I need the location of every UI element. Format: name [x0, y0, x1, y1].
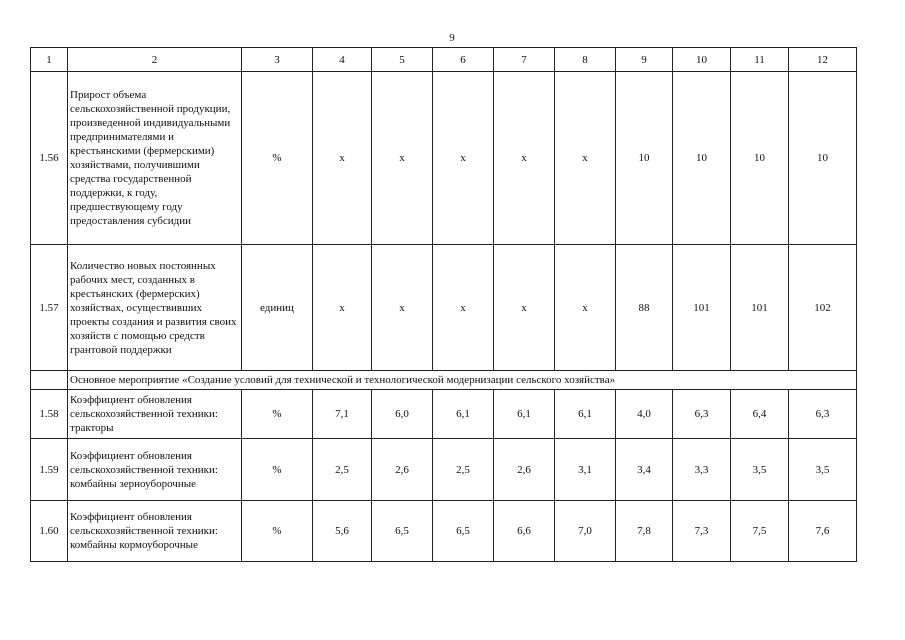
row-number: 1.59 — [31, 439, 68, 501]
value-cell: 10 — [789, 72, 857, 245]
value-cell: 88 — [616, 245, 673, 371]
header-cell: 12 — [789, 48, 857, 72]
value-cell: 102 — [789, 245, 857, 371]
table-row — [31, 245, 857, 371]
row-number: 1.57 — [31, 245, 68, 371]
value-cell: 6,1 — [555, 390, 616, 439]
header-cell: 9 — [616, 48, 673, 72]
value-cell: 6,5 — [372, 501, 433, 562]
table-row — [31, 501, 857, 562]
value-cell: 2,6 — [372, 439, 433, 501]
value-cell: х — [372, 245, 433, 371]
header-cell: 1 — [31, 48, 68, 72]
value-cell: 101 — [673, 245, 731, 371]
value-cell: 6,3 — [789, 390, 857, 439]
header-cell: 2 — [68, 48, 242, 72]
value-cell: 6,1 — [494, 390, 555, 439]
unit-cell: % — [242, 72, 313, 245]
row-number: 1.58 — [31, 390, 68, 439]
value-cell: х — [555, 72, 616, 245]
value-cell: х — [372, 72, 433, 245]
value-cell: 7,6 — [789, 501, 857, 562]
indicator-name: Коэффициент обновления сельскохозяйственной техники: комбайны зерноуборочные — [68, 439, 242, 501]
header-cell: 6 — [433, 48, 494, 72]
indicators-table — [30, 47, 857, 562]
header-cell: 4 — [313, 48, 372, 72]
indicator-name: Коэффициент обновления сельскохозяйственной техники: комбайны кормоуборочные — [68, 501, 242, 562]
value-cell: 7,0 — [555, 501, 616, 562]
table-row — [31, 390, 857, 439]
value-cell: 2,5 — [433, 439, 494, 501]
value-cell: 6,5 — [433, 501, 494, 562]
value-cell: 2,5 — [313, 439, 372, 501]
value-cell: 10 — [731, 72, 789, 245]
section-title: Основное мероприятие «Создание условий для технической и технологической модернизации сельского хозяйства» — [68, 371, 857, 390]
table-row — [31, 72, 857, 245]
value-cell: 6,6 — [494, 501, 555, 562]
header-cell: 5 — [372, 48, 433, 72]
unit-cell: единиц — [242, 245, 313, 371]
page-number: 9 — [449, 32, 455, 44]
unit-cell: % — [242, 390, 313, 439]
value-cell: х — [494, 72, 555, 245]
value-cell: 4,0 — [616, 390, 673, 439]
indicator-name: Коэффициент обновления сельскохозяйственной техники: тракторы — [68, 390, 242, 439]
value-cell: х — [433, 72, 494, 245]
unit-cell: % — [242, 501, 313, 562]
value-cell: 2,6 — [494, 439, 555, 501]
value-cell: 3,5 — [731, 439, 789, 501]
value-cell: 6,1 — [433, 390, 494, 439]
value-cell: 7,3 — [673, 501, 731, 562]
indicator-name: Прирост объема сельскохозяйственной продукции, произведенной индивидуальными предпринимателями и крестьянскими (фермерскими) хозяйствами, получившими средства государственной поддержки, к году, предшествующему году предоставления субсидии — [68, 72, 242, 245]
unit-cell: % — [242, 439, 313, 501]
value-cell: 6,0 — [372, 390, 433, 439]
value-cell: 5,6 — [313, 501, 372, 562]
value-cell: 6,3 — [673, 390, 731, 439]
value-cell: 7,5 — [731, 501, 789, 562]
header-cell: 10 — [673, 48, 731, 72]
header-cell: 7 — [494, 48, 555, 72]
value-cell: 6,4 — [731, 390, 789, 439]
value-cell: х — [313, 72, 372, 245]
value-cell: 101 — [731, 245, 789, 371]
value-cell: 7,8 — [616, 501, 673, 562]
header-cell: 11 — [731, 48, 789, 72]
header-cell: 8 — [555, 48, 616, 72]
value-cell: х — [433, 245, 494, 371]
section-row — [31, 371, 857, 390]
value-cell: 10 — [673, 72, 731, 245]
row-number-empty — [31, 371, 68, 390]
value-cell: 3,1 — [555, 439, 616, 501]
value-cell: х — [494, 245, 555, 371]
value-cell: 7,1 — [313, 390, 372, 439]
row-number: 1.60 — [31, 501, 68, 562]
row-number: 1.56 — [31, 72, 68, 245]
value-cell: х — [313, 245, 372, 371]
value-cell: 3,5 — [789, 439, 857, 501]
value-cell: х — [555, 245, 616, 371]
header-row — [31, 48, 857, 72]
table-row — [31, 439, 857, 501]
header-cell: 3 — [242, 48, 313, 72]
value-cell: 3,3 — [673, 439, 731, 501]
indicator-name: Количество новых постоянных рабочих мест, созданных в крестьянских (фермерских) хозяйствах, осуществивших проекты создания и развития своих хозяйств с помощью средств грантовой поддержки — [68, 245, 242, 371]
value-cell: 10 — [616, 72, 673, 245]
value-cell: 3,4 — [616, 439, 673, 501]
